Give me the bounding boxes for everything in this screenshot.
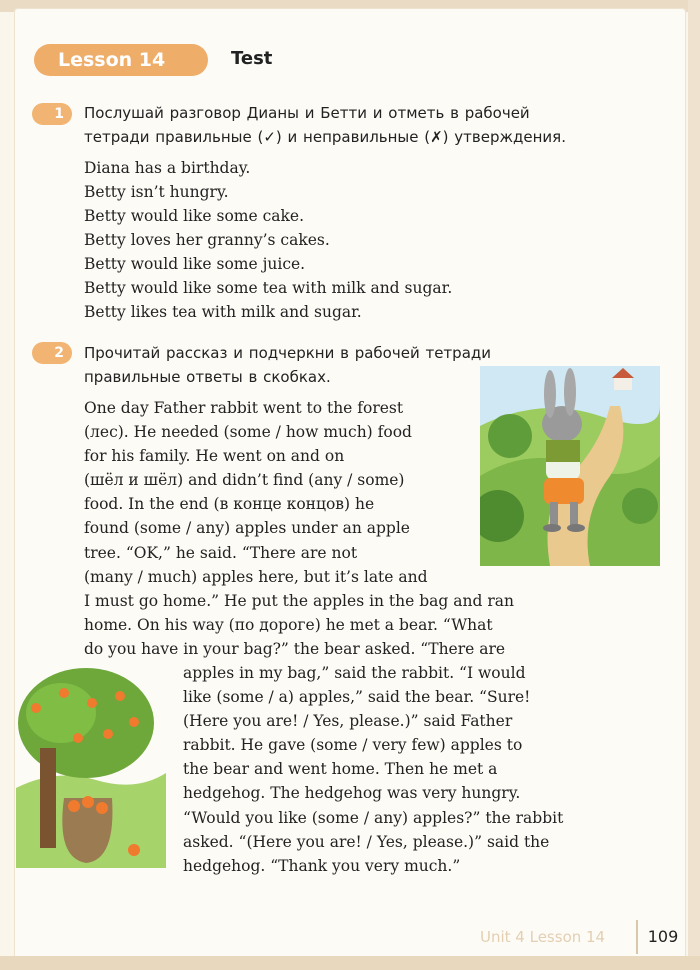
exercise-2-number: 2 — [32, 342, 72, 364]
story-line: (many / much) apples here, but it’s late and — [84, 568, 428, 586]
exercise-1-statements — [84, 156, 452, 324]
instruction-line: Послушай разговор Дианы и Бетти и отметь в рабочей — [84, 104, 530, 122]
footer-unit-lesson: Unit 4 Lesson 14 — [480, 928, 606, 946]
story-paragraph-middle — [84, 565, 514, 661]
story-line: hedgehog. “Thank you very much.” — [183, 856, 461, 875]
statement: Betty would like some juice. — [84, 255, 306, 273]
instruction-line: правильные ответы в скобках. — [84, 368, 331, 386]
statement: Betty likes tea with milk and sugar. — [84, 303, 362, 321]
lesson-tab: Lesson 14 — [34, 44, 208, 76]
story-line: asked. “(Here you are! / Yes, please.)” said the — [183, 832, 550, 851]
statement: Betty isn’t hungry. — [84, 183, 229, 201]
story-line: I must go home.” He put the apples in the bag and ran — [84, 592, 514, 611]
page-right-edge — [688, 0, 700, 970]
story-line: rabbit. He gave (some / very few) apples to — [183, 736, 523, 755]
story-line: One day Father rabbit went to the forest — [84, 399, 404, 417]
story-line: (лес). He needed (some / how much) food — [84, 423, 412, 442]
story-line: do you have in your bag?” the bear asked. “There are — [84, 640, 506, 659]
story-line: food. In the end (в конце концов) he — [84, 495, 375, 514]
statement: Betty would like some cake. — [84, 207, 304, 225]
instruction-line: Прочитай рассказ и подчеркни в рабочей тетради — [84, 344, 492, 362]
story-line: for his family. He went on and on — [84, 447, 345, 466]
apple-tree-illustration — [16, 668, 166, 868]
story-line: apples in my bag,” said the rabbit. “I would — [183, 664, 526, 682]
instruction-line: тетради правильные (✓) и неправильные (✗) утверждения. — [84, 128, 566, 146]
page-number: 109 — [636, 920, 688, 954]
statement: Diana has a birthday. — [84, 159, 251, 177]
story-line: hedgehog. The hedgehog was very hungry. — [183, 784, 521, 803]
exercise-1-number: 1 — [32, 103, 72, 125]
story-line: like (some / a) apples,” said the bear. “Sure! — [183, 688, 531, 707]
story-line: the bear and went home. Then he met a — [183, 760, 498, 779]
statement: Betty loves her granny’s cakes. — [84, 231, 330, 249]
page-title: Test — [231, 48, 273, 69]
statement: Betty would like some tea with milk and sugar. — [84, 279, 453, 297]
story-line: found (some / any) apples under an apple — [84, 519, 410, 538]
story-paragraph-top — [84, 396, 412, 565]
story-line: home. On his way (по дороге) he met a bear. “What — [84, 616, 493, 635]
exercise-2-instruction — [84, 341, 491, 389]
story-line: (Here you are! / Yes, please.)” said Father — [183, 712, 513, 731]
exercise-1-instruction — [84, 101, 566, 149]
story-paragraph-bottom — [183, 661, 563, 878]
story-line: “Would you like (some / any) apples?” the rabbit — [183, 808, 564, 827]
story-line: tree. “OK,” he said. “There are not — [84, 543, 358, 562]
page-bottom-edge — [0, 956, 700, 970]
rabbit-illustration — [480, 366, 660, 566]
story-line: (шёл и шёл) and didn’t find (any / some) — [84, 471, 405, 490]
